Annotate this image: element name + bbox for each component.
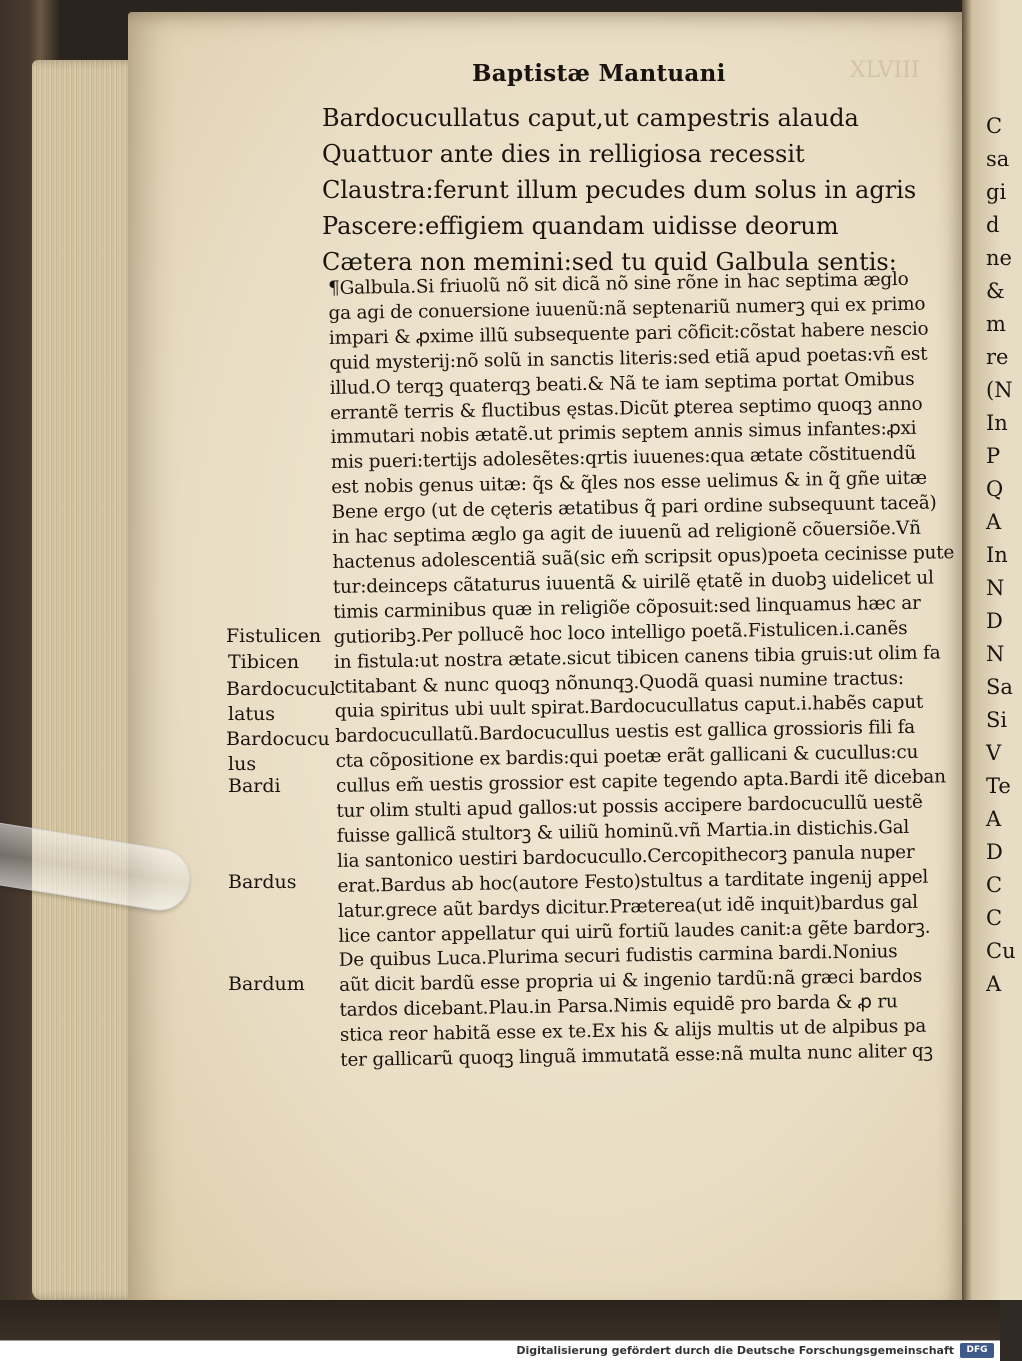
right-fragment: Sa bbox=[986, 675, 1013, 699]
right-fragment: (N bbox=[986, 378, 1013, 402]
commentary-line: lice cantor appellatur qui uirũ fortiũ laudes canit:a gẽte bardorꝫ. bbox=[338, 916, 931, 947]
commentary-line: impari & ꝓxime illũ subsequente pari cõficit:cõstat habere nescio bbox=[328, 318, 929, 349]
right-fragment: In bbox=[986, 543, 1008, 567]
commentary-line: est nobis genus uitæ: q̃s & q̃les nos esse uelimus & in q̃ gñe uitæ bbox=[331, 467, 928, 499]
marginal-note: Bardocucul bbox=[226, 678, 336, 700]
right-fragment: m bbox=[986, 312, 1006, 336]
commentary-line: ter gallicarũ quoqꝫ linguã immutatã esse:nã multa nunc aliter qꝫ bbox=[340, 1040, 933, 1071]
right-fragment: ne bbox=[986, 246, 1012, 270]
marginal-note: latus bbox=[228, 703, 276, 725]
right-fragment: sa bbox=[986, 147, 1010, 171]
commentary-line: quia spiritus ubi uult spirat.Bardocucullatus caput.i.habẽs caput bbox=[334, 692, 924, 723]
commentary-line: timis carminibus quæ in religiõe cõposuit:sed linquamus hæc ar bbox=[333, 592, 921, 623]
dfg-logo: DFG bbox=[960, 1343, 994, 1358]
right-fragment: Cu bbox=[986, 939, 1016, 963]
commentary-line: aũt dicit bardũ esse propria ui & ingenio tardũ:nã græci bardos bbox=[338, 966, 923, 997]
commentary-line: cullus em̃ uestis grossior est capite tegendo apta.Bardi itẽ diceban bbox=[335, 766, 946, 798]
commentary-line: De quibus Luca.Plurima securi fudistis carmina bardi.Nonius bbox=[338, 941, 898, 972]
digitization-footer bbox=[0, 1341, 1000, 1361]
footer-credit: Digitalisierung gefördert durch die Deutsche Forschungsgemeinschaft bbox=[516, 1344, 954, 1357]
marginal-note: Fistulicen bbox=[226, 625, 322, 647]
right-fragment: C bbox=[986, 906, 1003, 930]
marginal-note: Bardum bbox=[228, 973, 305, 995]
right-fragment: Si bbox=[986, 708, 1008, 732]
marginal-note: Tibicen bbox=[228, 651, 300, 673]
commentary-line: hactenus adolescentiã suã(sic em̃ scripsit opus)poeta cecinisse pute bbox=[332, 542, 955, 573]
marginal-note: Bardocucu bbox=[226, 728, 330, 750]
commentary-line: errantẽ terris & fluctibus ęstas.Dicũt ꝑterea septimo quoqꝫ anno bbox=[329, 393, 923, 424]
right-fragment: V bbox=[986, 741, 1002, 765]
right-fragment: C bbox=[986, 114, 1003, 138]
marginal-note: lus bbox=[228, 753, 257, 775]
commentary-line: tardos dicebant.Plau.in Parsa.Nimis equidẽ pro barda & ꝓ ru bbox=[339, 991, 898, 1022]
commentary-line: erat.Bardus ab hoc(autore Festo)stultus a tarditate ingenij appel bbox=[337, 866, 929, 897]
commentary-line: latur.grece aũt bardys dicitur.Præterea(ut idẽ inquit)bardus gal bbox=[337, 891, 918, 922]
commentary-line: lia santonico uestiri bardocucullo.Cercopithecorꝫ panula nuper bbox=[337, 841, 915, 872]
verse-line: Claustra:ferunt illum pecudes dum solus in agris bbox=[322, 176, 917, 204]
right-fragment: d bbox=[986, 213, 1000, 237]
commentary-line: quid mysterij:nõ solũ in sanctis literis:sed etiã apud poetas:vñ est bbox=[329, 343, 928, 374]
right-fragment: D bbox=[986, 840, 1003, 864]
commentary-line: immutari nobis ætatẽ.ut primis septem annis simus infantes:ꝓxi bbox=[330, 418, 917, 449]
commentary-line: fuisse gallicã stultorꝫ & uiliũ hominũ.vñ Martia.in distichis.Gal bbox=[336, 816, 910, 847]
right-fragment: A bbox=[986, 972, 1002, 996]
commentary-line: tur olim stulti apud gallos:ut possis accipere bardocucullũ uestẽ bbox=[336, 791, 923, 822]
commentary-line: ga agi de conuersione iuuenũ:nã septenariũ numerꝫ qui ex primo bbox=[328, 293, 926, 324]
right-fragment: P bbox=[986, 444, 1001, 468]
right-fragment: Te bbox=[986, 774, 1011, 798]
page-edges bbox=[32, 60, 140, 1300]
commentary-line: ¶Galbula.Si friuolũ nõ sit dicã nõ sine rõne in hac septima æglo bbox=[328, 268, 909, 299]
right-fragment: N bbox=[986, 642, 1005, 666]
marginal-note: Bardi bbox=[228, 775, 281, 797]
commentary-line: gutioribꝫ.Per pollucẽ hoc loco intelligo poetã.Fistulicen.i.canẽs bbox=[333, 617, 908, 648]
running-head: Baptistæ Mantuani bbox=[472, 60, 726, 87]
right-fragment: A bbox=[986, 807, 1002, 831]
right-fragment: A bbox=[986, 510, 1002, 534]
commentary-line: bardocucullatũ.Bardocucullus uestis est gallica grossioris fili fa bbox=[335, 717, 916, 748]
commentary-line: Bene ergo (ut de cęteris ætatibus q̃ pari ordine subsequunt taceã) bbox=[331, 492, 937, 524]
commentary-line: in hac septima æglo ga agit de iuuenũ ad religionẽ cõuersiõe.Vñ bbox=[331, 517, 921, 549]
verse-block bbox=[322, 100, 922, 280]
right-fragment: Q bbox=[986, 477, 1004, 501]
commentary-line: in fistula:ut nostra ætate.sicut tibicen canens tibia gruis:ut olim fa bbox=[333, 642, 941, 673]
right-fragment: N bbox=[986, 576, 1005, 600]
ghost-folio-show-through: XLVIII bbox=[850, 58, 920, 83]
right-fragment: D bbox=[986, 609, 1003, 633]
right-fragment: C bbox=[986, 873, 1003, 897]
commentary-line: cta cõpositione ex bardis:qui poetæ erãt gallicani & cucullus:cu bbox=[335, 742, 919, 773]
verse-line: Pascere:effigiem quandam uidisse deorum bbox=[322, 212, 839, 240]
verse-line: Bardocucullatus caput,ut campestris alauda bbox=[322, 104, 859, 132]
commentary-line: stica reor habitã esse ex te.Ex his & alijs multis ut de alpibus pa bbox=[339, 1015, 927, 1047]
marginal-note: Bardus bbox=[228, 871, 297, 893]
verse-line: Cætera non memini:sed tu quid Galbula sentis: bbox=[322, 248, 897, 276]
right-fragment: & bbox=[986, 279, 1005, 303]
right-fragment: re bbox=[986, 345, 1009, 369]
commentary-line: tur:deinceps cãtaturus iuuentã & uirilẽ ętatẽ in duobꝫ uidelicet ul bbox=[332, 567, 934, 598]
commentary-line: ctitabant & nunc quoqꝫ nõnunqꝫ.Quodã quasi numine tractus: bbox=[334, 667, 904, 698]
commentary-line: illud.O terqꝫ quaterqꝫ beati.& Nã te iam septima portat Omibus bbox=[329, 368, 915, 399]
commentary-line: mis pueri:tertijs adolesẽtes:qrtis iuuenes:qua ætate cõstituendũ bbox=[330, 443, 917, 474]
right-fragment: In bbox=[986, 411, 1008, 435]
commentary-block bbox=[328, 267, 955, 1074]
right-fragment: gi bbox=[986, 180, 1007, 204]
right-page-fragments bbox=[986, 110, 1016, 1001]
verse-line: Quattuor ante dies in relligiosa recessit bbox=[322, 140, 805, 168]
